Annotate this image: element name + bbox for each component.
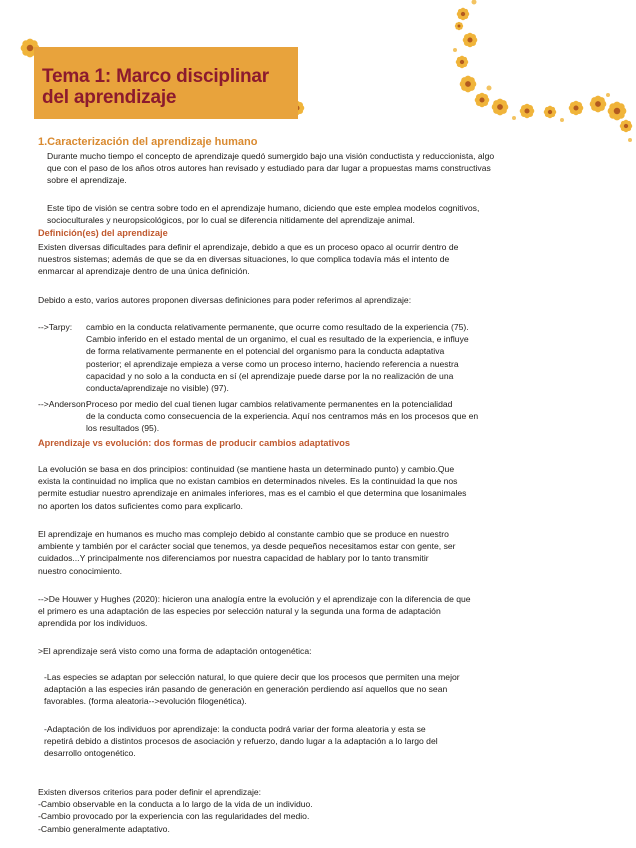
text-line: conducta/aprendizaje no visible) (97). bbox=[86, 383, 229, 394]
text-line: sobre el aprendizaje. bbox=[47, 175, 127, 186]
flower-icon bbox=[620, 120, 632, 132]
subheading: Aprendizaje vs evolución: dos formas de producir cambios adaptativos bbox=[38, 438, 350, 448]
text-line: socioculturales y neuropsicológicos, por lo cual se diferencia nitidamente del aprendizaje animal. bbox=[47, 215, 415, 226]
text-line: La evolución se basa en dos principios: continuidad (se mantiene hasta un determinado punto) y cambio.Que bbox=[38, 464, 455, 474]
text-line: -Cambio observable en la conducta a lo largo de la vida de un individuo. bbox=[38, 799, 313, 810]
text-line: ambiente y también por el carácter social que tenemos, ya desde pequeños necesitamos estar con gente, ser bbox=[38, 541, 456, 552]
text-line: Este tipo de visión se centra sobre todo en el aprendizaje humano, diciendo que este emplea modelos cognitivos, bbox=[47, 203, 480, 213]
definition-label: -->Anderson: bbox=[38, 399, 88, 409]
paragraph bbox=[38, 593, 598, 630]
page-title bbox=[42, 66, 298, 108]
flower-icon bbox=[520, 104, 535, 119]
flower-icon bbox=[492, 99, 509, 116]
text-line: -Adaptación de los individuos por aprendizaje: la conducta podrá variar der forma aleatoria y esta se bbox=[44, 724, 426, 734]
title-line-2: del aprendizaje bbox=[42, 87, 177, 108]
flower-icon bbox=[456, 56, 468, 68]
flower-icon bbox=[463, 33, 478, 48]
text-line: Proceso por medio del cual tienen lugar cambios relativamente permanentes en la potencialidad bbox=[86, 399, 453, 409]
definition-label: -->Tarpy: bbox=[38, 322, 73, 332]
paragraph bbox=[38, 786, 598, 835]
text-line: el primero es una adaptación de las especies por selección natural y la segunda una forma de adaptación bbox=[38, 606, 441, 617]
text-line: aprendida por los individuos. bbox=[38, 618, 148, 629]
section-heading: 1.Caracterización del aprendizaje humano bbox=[38, 136, 258, 148]
text-line: exista la continuidad no implica que no existan cambios en determinados niveles. Es la continuidad la que nos bbox=[38, 476, 458, 487]
flower-icon bbox=[608, 102, 627, 121]
text-line: posterior; el aprendizaje empieza a verse como un proceso interno, haciendo referencia a nuestra bbox=[86, 358, 459, 369]
text-line: -->De Houwer y Hughes (2020): hicieron una analogía entre la evolución y el aprendizaje con la diferencia de que bbox=[38, 594, 471, 604]
paragraph bbox=[47, 150, 607, 187]
text-line: favorables. (forma aleatoria-->evolución filogenética). bbox=[44, 696, 247, 707]
text-line: enmarcar al aprendizaje dentro de una única definición. bbox=[38, 266, 250, 277]
paragraph bbox=[38, 241, 598, 278]
text-line: nuestros sistemas; además de que se da en diversas situaciones, lo que complica todavía más el intento de bbox=[38, 254, 450, 265]
text-line: no aporten los datos suficientes como para explicarlo. bbox=[38, 500, 243, 511]
flower-icon bbox=[569, 101, 584, 116]
text-line: El aprendizaje en humanos es mucho mas complejo debido al constante cambio que se produce en nuestro bbox=[38, 529, 449, 539]
definition-text bbox=[86, 398, 478, 435]
title-line-1: Tema 1: Marco disciplinar bbox=[42, 66, 269, 87]
flower-icon bbox=[475, 93, 490, 108]
text-line: de la conducta como consecuencia de la experiencia. Aquí nos centramos más en los procesos que en bbox=[86, 411, 479, 422]
text-line: Existen diversos criterios para poder definir el aprendizaje: bbox=[38, 787, 262, 797]
text-line: capacidad y no solo a la conducta en sí (el aprendizaje puede darse por la no realización de una bbox=[86, 370, 454, 381]
text-line: nuestro conocimiento. bbox=[38, 565, 123, 576]
paragraph bbox=[38, 463, 598, 512]
text-line: Cambio inferido en el estado mental de un organimo, el cual es resultado de la experiencia, e influye bbox=[86, 334, 469, 345]
text-line: cambio en la conducta relativamente permanente, que ocurre como resultado de la experiencia (75). bbox=[86, 322, 469, 332]
text-line: Existen diversas dificultades para definir el aprendizaje, debido a que es un proceso opaco al ocurrir dentro de bbox=[38, 242, 459, 252]
flower-icon bbox=[590, 96, 607, 113]
text-line: Durante mucho tiempo el concepto de aprendizaje quedó sumergido bajo una visión conductista y reduccionista, algo bbox=[47, 151, 495, 161]
paragraph bbox=[38, 528, 598, 577]
text-line: que con el paso de los años otros autores han revisado y estudiado para dar lugar a propuestas mams constructivas bbox=[47, 163, 491, 174]
text-line: -Las especies se adaptan por selección natural, lo que quiere decir que los procesos que permiten una mejor bbox=[44, 672, 460, 682]
text-line: Debido a esto, varios autores proponen diversas definiciones para poder referimos al aprendizaje: bbox=[38, 295, 412, 305]
paragraph bbox=[47, 202, 607, 226]
text-line: >El aprendizaje será visto como una forma de adaptación ontogenética: bbox=[38, 646, 312, 656]
text-line: permite estudiar nuestro aprendizaje en animales inferiores, mas es el cambio el que determina que losanimales bbox=[38, 488, 467, 499]
text-line: los resultados (95). bbox=[86, 423, 160, 434]
text-line: -Cambio generalmente adaptativo. bbox=[38, 823, 170, 834]
text-line: -Cambio provocado por la experiencia con las regularidades del medio. bbox=[38, 811, 310, 822]
paragraph bbox=[38, 294, 598, 306]
text-line: adaptación a las especies irán pasando de generación en generación perdiendo así aquellos que no sean bbox=[44, 684, 448, 695]
text-line: cuidados...Y principalmente nos diferenciamos por nuestra capacidad de hablary por lo tanto transmitir bbox=[38, 553, 429, 564]
flower-icon bbox=[544, 106, 556, 118]
flower-icon bbox=[455, 22, 463, 30]
paragraph bbox=[44, 671, 604, 708]
text-line: desarrollo ontogenético. bbox=[44, 748, 136, 759]
text-line: repetirá debido a distintos procesos de asociación y refuerzo, dando lugar a la adaptación a lo largo del bbox=[44, 736, 438, 747]
paragraph bbox=[44, 723, 604, 760]
definition-text bbox=[86, 321, 469, 394]
flower-icon bbox=[460, 76, 477, 93]
paragraph bbox=[38, 645, 598, 657]
flower-icon bbox=[457, 8, 469, 20]
subheading: Definición(es) del aprendizaje bbox=[38, 228, 168, 238]
text-line: de forma relativamente permanente en el potencial del organismo para la conducta adaptativa bbox=[86, 346, 445, 357]
